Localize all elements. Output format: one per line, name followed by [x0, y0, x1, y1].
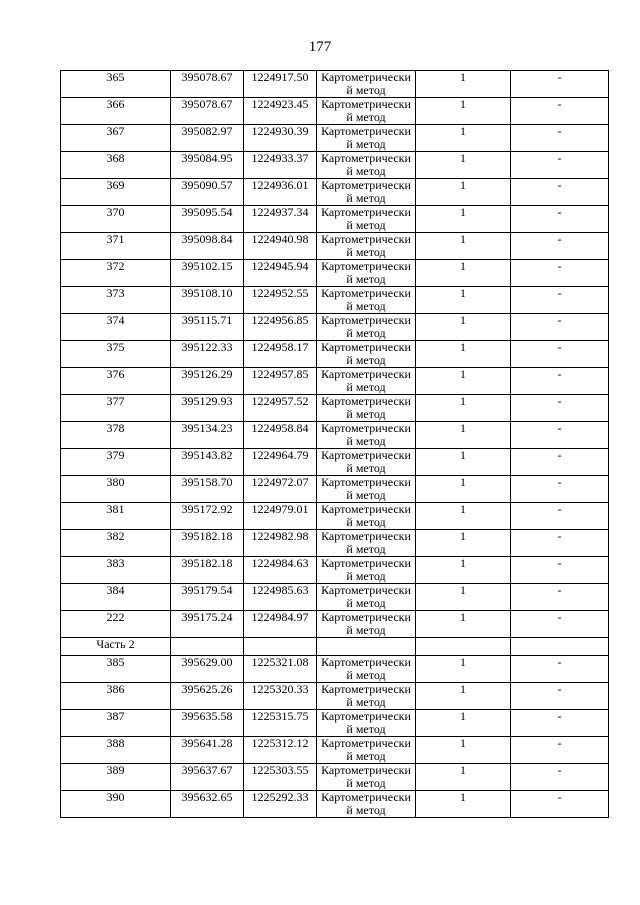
point-number-cell: 384 — [61, 584, 171, 611]
accuracy-cell: 1 — [416, 584, 511, 611]
note-cell: - — [511, 395, 609, 422]
method-text-line1: Картометрически — [321, 313, 411, 327]
x-coordinate-cell: 395084.95 — [171, 152, 244, 179]
method-text-line1: Картометрически — [321, 124, 411, 138]
point-number-cell: 375 — [61, 341, 171, 368]
method-cell — [317, 557, 416, 584]
method-text-line1: Картометрически — [321, 709, 411, 723]
accuracy-cell: 1 — [416, 71, 511, 98]
method-text-line2: й метод — [346, 695, 386, 709]
point-number-cell: 370 — [61, 206, 171, 233]
y-coordinate-cell: 1224933.37 — [244, 152, 317, 179]
x-coordinate-cell: 395641.28 — [171, 737, 244, 764]
method-text-line2: й метод — [346, 110, 386, 124]
method-text-line2: й метод — [346, 407, 386, 421]
y-coordinate-cell: 1225320.33 — [244, 683, 317, 710]
accuracy-cell: 1 — [416, 503, 511, 530]
method-text-line2: й метод — [346, 191, 386, 205]
table-row — [61, 557, 609, 584]
method-text-line1: Картометрически — [321, 70, 411, 84]
section-row — [61, 638, 609, 656]
x-coordinate-cell: 395078.67 — [171, 71, 244, 98]
x-coordinate-cell: 395082.97 — [171, 125, 244, 152]
method-cell — [317, 449, 416, 476]
method-cell — [317, 710, 416, 737]
note-cell: - — [511, 368, 609, 395]
method-text-line1: Картометрически — [321, 790, 411, 804]
empty-cell — [511, 638, 609, 656]
x-coordinate-cell: 395122.33 — [171, 341, 244, 368]
accuracy-cell: 1 — [416, 764, 511, 791]
point-number-cell: 385 — [61, 656, 171, 683]
note-cell: - — [511, 287, 609, 314]
method-text-line1: Картометрически — [321, 232, 411, 246]
method-cell — [317, 152, 416, 179]
table-row — [61, 233, 609, 260]
x-coordinate-cell: 395090.57 — [171, 179, 244, 206]
x-coordinate-cell: 395126.29 — [171, 368, 244, 395]
method-text-line2: й метод — [346, 83, 386, 97]
table-row — [61, 314, 609, 341]
method-cell — [317, 368, 416, 395]
method-cell — [317, 314, 416, 341]
method-text-line1: Картометрически — [321, 556, 411, 570]
table-row — [61, 368, 609, 395]
point-number-cell: 381 — [61, 503, 171, 530]
empty-cell — [317, 638, 416, 656]
x-coordinate-cell: 395129.93 — [171, 395, 244, 422]
method-text-line2: й метод — [346, 488, 386, 502]
method-cell — [317, 683, 416, 710]
method-cell — [317, 179, 416, 206]
method-text-line2: й метод — [346, 245, 386, 259]
accuracy-cell: 1 — [416, 422, 511, 449]
note-cell: - — [511, 557, 609, 584]
note-cell: - — [511, 584, 609, 611]
table-row — [61, 710, 609, 737]
x-coordinate-cell: 395078.67 — [171, 98, 244, 125]
point-number-cell: 388 — [61, 737, 171, 764]
table-row — [61, 395, 609, 422]
y-coordinate-cell: 1225292.33 — [244, 791, 317, 818]
method-text-line1: Картометрически — [321, 178, 411, 192]
x-coordinate-cell: 395182.18 — [171, 557, 244, 584]
method-text-line1: Картометрически — [321, 205, 411, 219]
method-text-line1: Картометрически — [321, 448, 411, 462]
method-cell — [317, 233, 416, 260]
method-cell — [317, 98, 416, 125]
method-cell — [317, 611, 416, 638]
x-coordinate-cell: 395143.82 — [171, 449, 244, 476]
point-number-cell: 372 — [61, 260, 171, 287]
page-number: 177 — [308, 39, 332, 55]
method-text-line2: й метод — [346, 722, 386, 736]
x-coordinate-cell: 395182.18 — [171, 530, 244, 557]
accuracy-cell: 1 — [416, 287, 511, 314]
y-coordinate-cell: 1225312.12 — [244, 737, 317, 764]
accuracy-cell: 1 — [416, 206, 511, 233]
table-row — [61, 503, 609, 530]
x-coordinate-cell: 395102.15 — [171, 260, 244, 287]
method-text-line1: Картометрически — [321, 763, 411, 777]
method-text-line2: й метод — [346, 749, 386, 763]
accuracy-cell: 1 — [416, 683, 511, 710]
method-text-line2: й метод — [346, 596, 386, 610]
y-coordinate-cell: 1225315.75 — [244, 710, 317, 737]
y-coordinate-cell: 1224972.07 — [244, 476, 317, 503]
x-coordinate-cell: 395098.84 — [171, 233, 244, 260]
method-cell — [317, 260, 416, 287]
method-cell — [317, 395, 416, 422]
accuracy-cell: 1 — [416, 179, 511, 206]
note-cell: - — [511, 341, 609, 368]
y-coordinate-cell: 1224923.45 — [244, 98, 317, 125]
note-cell: - — [511, 260, 609, 287]
y-coordinate-cell: 1224964.79 — [244, 449, 317, 476]
accuracy-cell: 1 — [416, 341, 511, 368]
point-number-cell: 369 — [61, 179, 171, 206]
point-number-cell: 389 — [61, 764, 171, 791]
method-text-line2: й метод — [346, 515, 386, 529]
note-cell: - — [511, 710, 609, 737]
method-text-line1: Картометрически — [321, 682, 411, 696]
method-text-line2: й метод — [346, 623, 386, 637]
method-text-line2: й метод — [346, 164, 386, 178]
method-text-line2: й метод — [346, 272, 386, 286]
method-text-line1: Картометрически — [321, 502, 411, 516]
point-number-cell: 374 — [61, 314, 171, 341]
table-row — [61, 611, 609, 638]
y-coordinate-cell: 1224984.97 — [244, 611, 317, 638]
method-cell — [317, 764, 416, 791]
table-row — [61, 152, 609, 179]
point-number-cell: 376 — [61, 368, 171, 395]
x-coordinate-cell: 395179.54 — [171, 584, 244, 611]
accuracy-cell: 1 — [416, 557, 511, 584]
method-text-line2: й метод — [346, 542, 386, 556]
point-number-cell: 383 — [61, 557, 171, 584]
accuracy-cell: 1 — [416, 476, 511, 503]
note-cell: - — [511, 422, 609, 449]
note-cell: - — [511, 683, 609, 710]
method-text-line2: й метод — [346, 326, 386, 340]
method-text-line1: Картометрически — [321, 583, 411, 597]
x-coordinate-cell: 395158.70 — [171, 476, 244, 503]
method-text-line2: й метод — [346, 380, 386, 394]
table-row — [61, 449, 609, 476]
y-coordinate-cell: 1225321.08 — [244, 656, 317, 683]
y-coordinate-cell: 1224982.98 — [244, 530, 317, 557]
note-cell: - — [511, 449, 609, 476]
note-cell: - — [511, 530, 609, 557]
y-coordinate-cell: 1224937.34 — [244, 206, 317, 233]
table-row — [61, 125, 609, 152]
method-text-line1: Картометрически — [321, 655, 411, 669]
y-coordinate-cell: 1224985.63 — [244, 584, 317, 611]
method-text-line1: Картометрически — [321, 475, 411, 489]
y-coordinate-cell: 1224956.85 — [244, 314, 317, 341]
method-text-line1: Картометрически — [321, 610, 411, 624]
note-cell: - — [511, 764, 609, 791]
note-cell: - — [511, 71, 609, 98]
note-cell: - — [511, 125, 609, 152]
accuracy-cell: 1 — [416, 449, 511, 476]
accuracy-cell: 1 — [416, 233, 511, 260]
table-row — [61, 179, 609, 206]
point-number-cell: 373 — [61, 287, 171, 314]
x-coordinate-cell: 395095.54 — [171, 206, 244, 233]
point-number-cell: 386 — [61, 683, 171, 710]
point-number-cell: 387 — [61, 710, 171, 737]
method-cell — [317, 125, 416, 152]
x-coordinate-cell: 395632.65 — [171, 791, 244, 818]
x-coordinate-cell: 395635.58 — [171, 710, 244, 737]
note-cell: - — [511, 503, 609, 530]
note-cell: - — [511, 179, 609, 206]
method-cell — [317, 206, 416, 233]
y-coordinate-cell: 1224936.01 — [244, 179, 317, 206]
method-text-line1: Картометрически — [321, 97, 411, 111]
x-coordinate-cell: 395629.00 — [171, 656, 244, 683]
point-number-cell: 371 — [61, 233, 171, 260]
accuracy-cell: 1 — [416, 710, 511, 737]
method-text-line2: й метод — [346, 461, 386, 475]
point-number-cell: 378 — [61, 422, 171, 449]
method-text-line2: й метод — [346, 218, 386, 232]
accuracy-cell: 1 — [416, 791, 511, 818]
method-text-line2: й метод — [346, 137, 386, 151]
table-row — [61, 422, 609, 449]
accuracy-cell: 1 — [416, 314, 511, 341]
method-text-line2: й метод — [346, 803, 386, 817]
note-cell: - — [511, 476, 609, 503]
point-number-cell: 379 — [61, 449, 171, 476]
y-coordinate-cell: 1224952.55 — [244, 287, 317, 314]
y-coordinate-cell: 1224958.84 — [244, 422, 317, 449]
table-row — [61, 530, 609, 557]
method-text-line2: й метод — [346, 299, 386, 313]
point-number-cell: 380 — [61, 476, 171, 503]
accuracy-cell: 1 — [416, 530, 511, 557]
x-coordinate-cell: 395108.10 — [171, 287, 244, 314]
note-cell: - — [511, 206, 609, 233]
method-text-line1: Картометрически — [321, 151, 411, 165]
accuracy-cell: 1 — [416, 395, 511, 422]
empty-cell — [416, 638, 511, 656]
point-number-cell: 222 — [61, 611, 171, 638]
point-number-cell: 390 — [61, 791, 171, 818]
table-row — [61, 341, 609, 368]
table-row — [61, 287, 609, 314]
table-row — [61, 764, 609, 791]
coordinates-table-body — [61, 71, 609, 818]
method-cell — [317, 584, 416, 611]
note-cell: - — [511, 98, 609, 125]
method-cell — [317, 287, 416, 314]
method-text-line2: й метод — [346, 776, 386, 790]
section-label: Часть 2 — [61, 638, 171, 656]
y-coordinate-cell: 1224984.63 — [244, 557, 317, 584]
method-text-line1: Картометрически — [321, 286, 411, 300]
accuracy-cell: 1 — [416, 260, 511, 287]
method-text-line1: Картометрически — [321, 367, 411, 381]
note-cell: - — [511, 233, 609, 260]
method-cell — [317, 530, 416, 557]
coordinates-table — [60, 70, 609, 818]
note-cell: - — [511, 611, 609, 638]
x-coordinate-cell: 395625.26 — [171, 683, 244, 710]
method-cell — [317, 503, 416, 530]
accuracy-cell: 1 — [416, 152, 511, 179]
y-coordinate-cell: 1224957.85 — [244, 368, 317, 395]
point-number-cell: 366 — [61, 98, 171, 125]
y-coordinate-cell: 1224979.01 — [244, 503, 317, 530]
method-text-line2: й метод — [346, 434, 386, 448]
y-coordinate-cell: 1224957.52 — [244, 395, 317, 422]
point-number-cell: 382 — [61, 530, 171, 557]
point-number-cell: 367 — [61, 125, 171, 152]
method-text-line1: Картометрически — [321, 340, 411, 354]
y-coordinate-cell: 1225303.55 — [244, 764, 317, 791]
table-row — [61, 737, 609, 764]
x-coordinate-cell: 395172.92 — [171, 503, 244, 530]
point-number-cell: 368 — [61, 152, 171, 179]
method-text-line2: й метод — [346, 569, 386, 583]
method-text-line1: Картометрически — [321, 736, 411, 750]
table-row — [61, 791, 609, 818]
empty-cell — [244, 638, 317, 656]
note-cell: - — [511, 152, 609, 179]
table-row — [61, 98, 609, 125]
y-coordinate-cell: 1224930.39 — [244, 125, 317, 152]
method-text-line1: Картометрически — [321, 259, 411, 273]
method-cell — [317, 341, 416, 368]
accuracy-cell: 1 — [416, 125, 511, 152]
method-cell — [317, 476, 416, 503]
y-coordinate-cell: 1224958.17 — [244, 341, 317, 368]
note-cell: - — [511, 791, 609, 818]
method-cell — [317, 656, 416, 683]
note-cell: - — [511, 737, 609, 764]
y-coordinate-cell: 1224917.50 — [244, 71, 317, 98]
table-row — [61, 584, 609, 611]
method-cell — [317, 71, 416, 98]
table-row — [61, 476, 609, 503]
table-row — [61, 260, 609, 287]
empty-cell — [171, 638, 244, 656]
table-row — [61, 71, 609, 98]
method-text-line2: й метод — [346, 353, 386, 367]
method-text-line1: Картометрически — [321, 421, 411, 435]
point-number-cell: 377 — [61, 395, 171, 422]
method-text-line1: Картометрически — [321, 529, 411, 543]
accuracy-cell: 1 — [416, 368, 511, 395]
x-coordinate-cell: 395115.71 — [171, 314, 244, 341]
x-coordinate-cell: 395175.24 — [171, 611, 244, 638]
note-cell: - — [511, 656, 609, 683]
point-number-cell: 365 — [61, 71, 171, 98]
table-row — [61, 656, 609, 683]
method-text-line2: й метод — [346, 668, 386, 682]
x-coordinate-cell: 395637.67 — [171, 764, 244, 791]
accuracy-cell: 1 — [416, 737, 511, 764]
accuracy-cell: 1 — [416, 98, 511, 125]
accuracy-cell: 1 — [416, 656, 511, 683]
y-coordinate-cell: 1224940.98 — [244, 233, 317, 260]
note-cell: - — [511, 314, 609, 341]
x-coordinate-cell: 395134.23 — [171, 422, 244, 449]
method-cell — [317, 737, 416, 764]
y-coordinate-cell: 1224945.94 — [244, 260, 317, 287]
table-row — [61, 206, 609, 233]
method-cell — [317, 422, 416, 449]
accuracy-cell: 1 — [416, 611, 511, 638]
table-row — [61, 683, 609, 710]
method-cell — [317, 791, 416, 818]
method-text-line1: Картометрически — [321, 394, 411, 408]
